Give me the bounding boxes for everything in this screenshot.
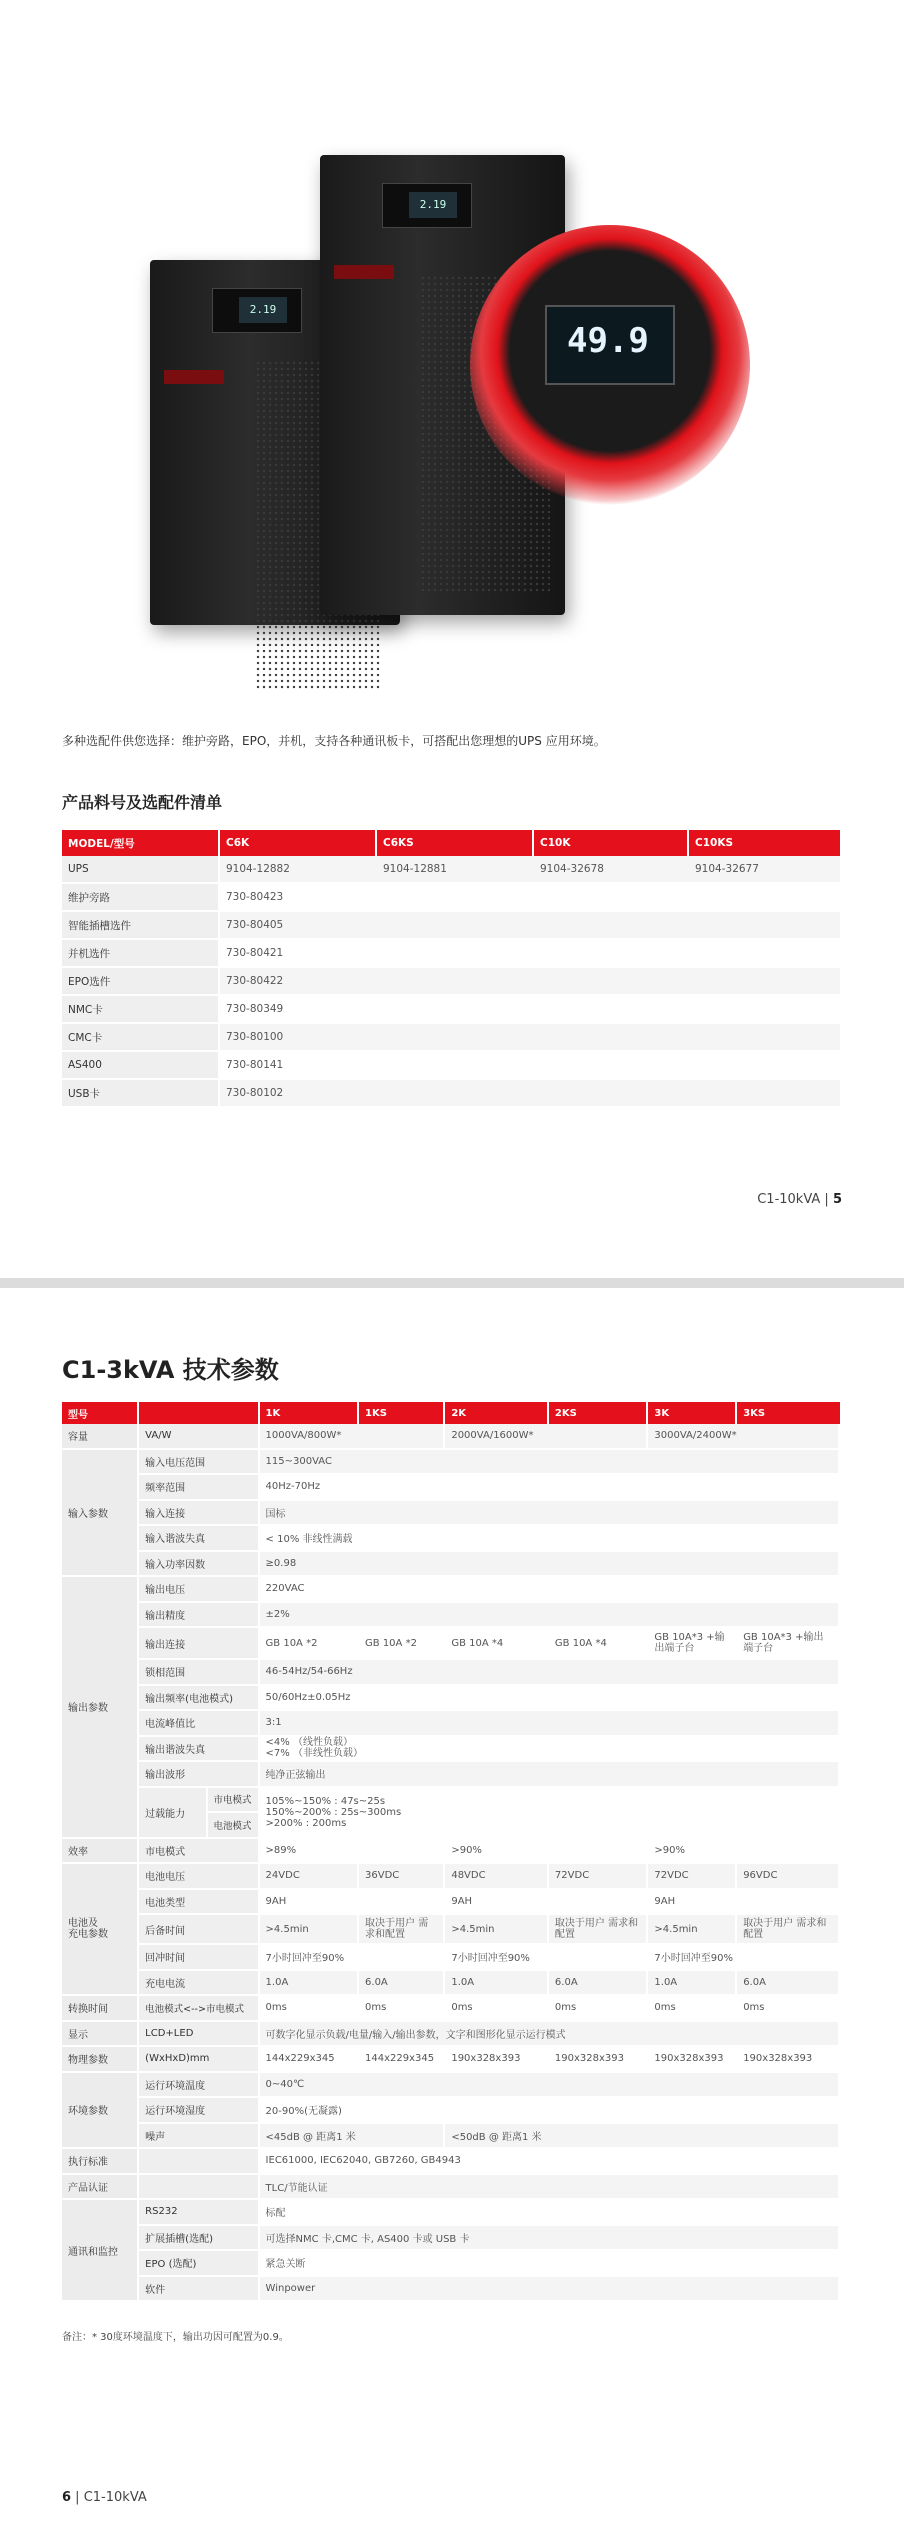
- item-label: EPO (选配): [139, 2251, 259, 2277]
- item-label: 输出谐波失真: [139, 1737, 259, 1763]
- group-label: 环境参数: [62, 2073, 139, 2150]
- cell: 144x229x345: [260, 2047, 359, 2073]
- item-label: 输入连接: [139, 1501, 259, 1527]
- thd-nonlinear: <7% （非线性负载）: [265, 1748, 363, 1760]
- header-c6k: C6K: [220, 830, 377, 856]
- cell: >4.5min: [648, 1915, 737, 1945]
- thd-linear: <4% （线性负载）: [265, 1737, 353, 1749]
- cell: 紧急关断: [260, 2251, 840, 2277]
- cell: 9104-32677: [689, 856, 840, 884]
- options-table: [62, 830, 840, 1108]
- group-label: 输出参数: [62, 1577, 139, 1839]
- header-c6ks: C6KS: [377, 830, 534, 856]
- cell: 0ms: [737, 1996, 840, 2022]
- table-row: [62, 2226, 840, 2252]
- table-row: [62, 1475, 840, 1501]
- table-row: [62, 1915, 840, 1945]
- cell: 9AH: [648, 1890, 840, 1916]
- footnote: 备注：* 30度环境温度下，输出功因可配置为0.9。: [62, 2332, 289, 2343]
- cell: ≥0.98: [260, 1552, 840, 1578]
- cell: TLC/节能认证: [260, 2175, 840, 2201]
- item-label: 运行环境湿度: [139, 2098, 259, 2124]
- row-label: 智能插槽选件: [62, 912, 220, 940]
- cell: 72VDC: [549, 1864, 648, 1890]
- cell: 可数字化显示负载/电量/输入/输出参数，文字和图形化显示运行模式: [260, 2022, 840, 2048]
- item-label: 输入电压范围: [139, 1450, 259, 1476]
- cell: <45dB @ 距离1 米: [260, 2124, 446, 2150]
- cell: 9AH: [445, 1890, 648, 1916]
- cell: Winpower: [260, 2277, 840, 2303]
- cell: 20-90%(无凝露): [260, 2098, 840, 2124]
- options-table-header: [62, 830, 840, 856]
- table-row: [62, 996, 840, 1024]
- cell: 可选择NMC 卡,CMC 卡, AS400 卡或 USB 卡: [260, 2226, 840, 2252]
- item-label: VA/W: [139, 1424, 259, 1450]
- spec-table-header: [62, 1402, 840, 1424]
- table-row: [62, 968, 840, 996]
- item-label: (WxHxD)mm: [139, 2047, 259, 2073]
- cell: 40Hz-70Hz: [260, 1475, 840, 1501]
- cell: >90%: [648, 1839, 840, 1865]
- overload-line-1: 105%~150% : 47s~25s: [265, 1795, 386, 1807]
- table-row: [62, 2277, 840, 2303]
- ups-small-lcd: 2.19: [239, 297, 287, 323]
- cell: 46-54Hz/54-66Hz: [260, 1660, 840, 1686]
- group-label: 显示: [62, 2022, 139, 2048]
- table-row: [62, 1864, 840, 1890]
- cell: < 10% 非线性满载: [260, 1526, 840, 1552]
- table-row: [62, 1552, 840, 1578]
- cell: 115~300VAC: [260, 1450, 840, 1476]
- cell: 730-80421: [220, 940, 840, 968]
- item-label: 过载能力: [139, 1788, 207, 1839]
- cell: <50dB @ 距离1 米: [445, 2124, 840, 2150]
- item-label: 充电电流: [139, 1971, 259, 1997]
- item-label: 回冲时间: [139, 1945, 259, 1971]
- header-c10k: C10K: [534, 830, 689, 856]
- cell: GB 10A*3 +输出端子台: [737, 1628, 840, 1660]
- table-row: [62, 2022, 840, 2048]
- table-row: [62, 1628, 840, 1660]
- row-label: CMC卡: [62, 1024, 220, 1052]
- table-row: [62, 1526, 840, 1552]
- cell: 0ms: [549, 1996, 648, 2022]
- overload-line-3: >200% : 200ms: [265, 1817, 347, 1829]
- item-label: 后备时间: [139, 1915, 259, 1945]
- group-label: [62, 1864, 139, 1996]
- cell: 9104-12881: [377, 856, 534, 884]
- cell: 7小时回冲至90%: [648, 1945, 840, 1971]
- cell: 730-80349: [220, 996, 840, 1024]
- header-3k: 3K: [648, 1402, 737, 1424]
- cell: 9104-12882: [220, 856, 377, 884]
- cell: 7小时回冲至90%: [260, 1945, 446, 1971]
- cell: IEC61000, IEC62040, GB7260, GB4943: [260, 2149, 840, 2175]
- item-label: 电池电压: [139, 1864, 259, 1890]
- cell: >89%: [260, 1839, 446, 1865]
- lcd-zoom-callout: [470, 225, 750, 505]
- battery-group-line-2: 充电参数: [68, 1929, 108, 1940]
- item-label: 频率范围: [139, 1475, 259, 1501]
- lcd-zoom-screen: [545, 305, 675, 385]
- header-blank: [139, 1402, 259, 1424]
- cell: 50/60Hz±0.05Hz: [260, 1686, 840, 1712]
- ups-tower-brand-badge: [334, 265, 394, 279]
- header-2k: 2K: [445, 1402, 549, 1424]
- cell: 730-80405: [220, 912, 840, 940]
- cell: 6.0A: [549, 1971, 648, 1997]
- table-row: [62, 2200, 840, 2226]
- item-label: 电池类型: [139, 1890, 259, 1916]
- page-6: [0, 1288, 904, 2544]
- item-label: 锁相范围: [139, 1660, 259, 1686]
- item-label: 扩展插槽(选配): [139, 2226, 259, 2252]
- item-label: 噪声: [139, 2124, 259, 2150]
- cell: 1.0A: [445, 1971, 549, 1997]
- cell: 0ms: [359, 1996, 445, 2022]
- row-label: UPS: [62, 856, 220, 884]
- cell: 9AH: [260, 1890, 446, 1916]
- cell: 0~40℃: [260, 2073, 840, 2099]
- cell: 730-80422: [220, 968, 840, 996]
- overload-line-2: 150%~200% : 25s~300ms: [265, 1806, 402, 1818]
- item-label: 输入谐波失真: [139, 1526, 259, 1552]
- mode-label: 电池模式: [208, 1813, 260, 1839]
- cell: 190x328x393: [549, 2047, 648, 2073]
- row-label: NMC卡: [62, 996, 220, 1024]
- table-row: [62, 1839, 840, 1865]
- cell: 取决于用户 需求和配置: [549, 1915, 648, 1945]
- item-label: 软件: [139, 2277, 259, 2303]
- header-c10ks: C10KS: [689, 830, 840, 856]
- table-row: [62, 1450, 840, 1476]
- ups-tower-lcd: 2.19: [409, 192, 457, 218]
- header-2ks: 2KS: [549, 1402, 648, 1424]
- row-label: 并机选件: [62, 940, 220, 968]
- table-row: [62, 1080, 840, 1108]
- cell: 48VDC: [445, 1864, 549, 1890]
- group-label: 物理参数: [62, 2047, 139, 2073]
- header-1k: 1K: [260, 1402, 359, 1424]
- table-row: [62, 2251, 840, 2277]
- page-number: 5: [832, 1192, 842, 1207]
- cell: GB 10A *4: [549, 1628, 648, 1660]
- table-row: [62, 1788, 840, 1814]
- table-row: [62, 940, 840, 968]
- item-label: [139, 2149, 259, 2175]
- item-label: 输入功率因数: [139, 1552, 259, 1578]
- item-label: [139, 2175, 259, 2201]
- cell: 730-80141: [220, 1052, 840, 1080]
- item-label: 电池模式<-->市电模式: [139, 1996, 259, 2022]
- cell: 1.0A: [648, 1971, 737, 1997]
- table-row: [62, 1996, 840, 2022]
- footer-label: C1-10kVA: [83, 2490, 147, 2505]
- cell: 730-80423: [220, 884, 840, 912]
- cell: 取决于用户 需求和配置: [737, 1915, 840, 1945]
- table-row: [62, 1737, 840, 1763]
- item-label: 输出波形: [139, 1762, 259, 1788]
- cell: GB 10A *4: [445, 1628, 549, 1660]
- page-footer: 6 | C1-10kVA: [62, 2490, 147, 2505]
- header-1ks: 1KS: [359, 1402, 445, 1424]
- table-row: [62, 1762, 840, 1788]
- table-row: [62, 1711, 840, 1737]
- header-model: MODEL/型号: [62, 830, 220, 856]
- table-row: [62, 1024, 840, 1052]
- cell: >90%: [445, 1839, 648, 1865]
- item-label: 输出连接: [139, 1628, 259, 1660]
- section-title-options: 产品料号及选配件清单: [62, 793, 223, 812]
- table-row: [62, 1603, 840, 1629]
- group-label: 效率: [62, 1839, 139, 1865]
- item-label: 输出精度: [139, 1603, 259, 1629]
- cell: GB 10A *2: [260, 1628, 359, 1660]
- header-3ks: 3KS: [737, 1402, 840, 1424]
- table-row: [62, 2073, 840, 2099]
- item-label: 输出电压: [139, 1577, 259, 1603]
- page-footer: C1-10kVA | 5: [757, 1192, 842, 1207]
- table-row: [62, 1052, 840, 1080]
- group-label: 容量: [62, 1424, 139, 1450]
- cell: GB 10A *2: [359, 1628, 445, 1660]
- group-label: 输入参数: [62, 1450, 139, 1578]
- page-divider: [0, 1278, 904, 1288]
- cell: 纯净正弦输出: [260, 1762, 840, 1788]
- cell: 190x328x393: [648, 2047, 737, 2073]
- cell: 190x328x393: [445, 2047, 549, 2073]
- ups-small-front-panel: [212, 288, 302, 333]
- cell: 96VDC: [737, 1864, 840, 1890]
- group-label: 产品认证: [62, 2175, 139, 2201]
- cell: 标配: [260, 2200, 840, 2226]
- row-label: EPO选件: [62, 968, 220, 996]
- cell: 220VAC: [260, 1577, 840, 1603]
- item-label: 输出频率(电池模式): [139, 1686, 259, 1712]
- header-model: 型号: [62, 1402, 139, 1424]
- cell: 0ms: [445, 1996, 549, 2022]
- battery-group-line-1: 电池及: [68, 1918, 98, 1929]
- table-row: [62, 856, 840, 884]
- table-row: [62, 2149, 840, 2175]
- table-row: [62, 2098, 840, 2124]
- item-label: 市电模式: [139, 1839, 259, 1865]
- cell: 730-80100: [220, 1024, 840, 1052]
- cell: 1.0A: [260, 1971, 359, 1997]
- cell: 6.0A: [737, 1971, 840, 1997]
- lcd-zoom-value: 49.9: [567, 321, 649, 361]
- table-row: [62, 884, 840, 912]
- cell: ±2%: [260, 1603, 840, 1629]
- table-row: [62, 1501, 840, 1527]
- cell: [260, 1788, 840, 1839]
- table-row: [62, 2124, 840, 2150]
- footer-label: C1-10kVA: [757, 1192, 821, 1207]
- table-row: [62, 1660, 840, 1686]
- row-label: AS400: [62, 1052, 220, 1080]
- intro-text: 多种选配件供您选择：维护旁路，EPO，并机，支持各种通讯板卡，可搭配出您理想的UPS 应用环境。: [62, 734, 606, 748]
- cell: >4.5min: [260, 1915, 359, 1945]
- mode-label: 市电模式: [208, 1788, 260, 1814]
- cell: 国标: [260, 1501, 840, 1527]
- group-label: 通讯和监控: [62, 2200, 139, 2302]
- cell: 3000VA/2400W*: [648, 1424, 840, 1450]
- ups-product-image: [140, 140, 780, 630]
- cell: 2000VA/1600W*: [445, 1424, 648, 1450]
- item-label: LCD+LED: [139, 2022, 259, 2048]
- item-label: 电流峰值比: [139, 1711, 259, 1737]
- spec-table: [62, 1402, 840, 2302]
- cell: 24VDC: [260, 1864, 359, 1890]
- ups-small-brand-badge: [164, 370, 224, 384]
- cell: 0ms: [648, 1996, 737, 2022]
- cell: 9104-32678: [534, 856, 689, 884]
- page-number: 6: [62, 2490, 72, 2505]
- cell: 190x328x393: [737, 2047, 840, 2073]
- cell: 1000VA/800W*: [260, 1424, 446, 1450]
- table-row: [62, 2175, 840, 2201]
- cell: >4.5min: [445, 1915, 549, 1945]
- cell: 6.0A: [359, 1971, 445, 1997]
- cell: [260, 1737, 840, 1763]
- table-row: [62, 1577, 840, 1603]
- page-title: C1-3kVA 技术参数: [62, 1356, 279, 1384]
- cell: GB 10A*3 +输出端子台: [648, 1628, 737, 1660]
- table-row: [62, 2047, 840, 2073]
- item-label: RS232: [139, 2200, 259, 2226]
- cell: 0ms: [260, 1996, 359, 2022]
- table-row: [62, 1686, 840, 1712]
- group-label: 执行标准: [62, 2149, 139, 2175]
- table-row: [62, 1890, 840, 1916]
- cell: 7小时回冲至90%: [445, 1945, 648, 1971]
- table-row: [62, 912, 840, 940]
- group-label: 转换时间: [62, 1996, 139, 2022]
- table-row: [62, 1971, 840, 1997]
- ups-tower-front-panel: [382, 183, 472, 228]
- cell: 72VDC: [648, 1864, 737, 1890]
- row-label: USB卡: [62, 1080, 220, 1108]
- table-row: [62, 1424, 840, 1450]
- cell: 36VDC: [359, 1864, 445, 1890]
- cell: 3:1: [260, 1711, 840, 1737]
- table-row: [62, 1945, 840, 1971]
- row-label: 维护旁路: [62, 884, 220, 912]
- cell: 144x229x345: [359, 2047, 445, 2073]
- cell: 730-80102: [220, 1080, 840, 1108]
- item-label: 运行环境温度: [139, 2073, 259, 2099]
- cell: 取决于用户 需求和配置: [359, 1915, 445, 1945]
